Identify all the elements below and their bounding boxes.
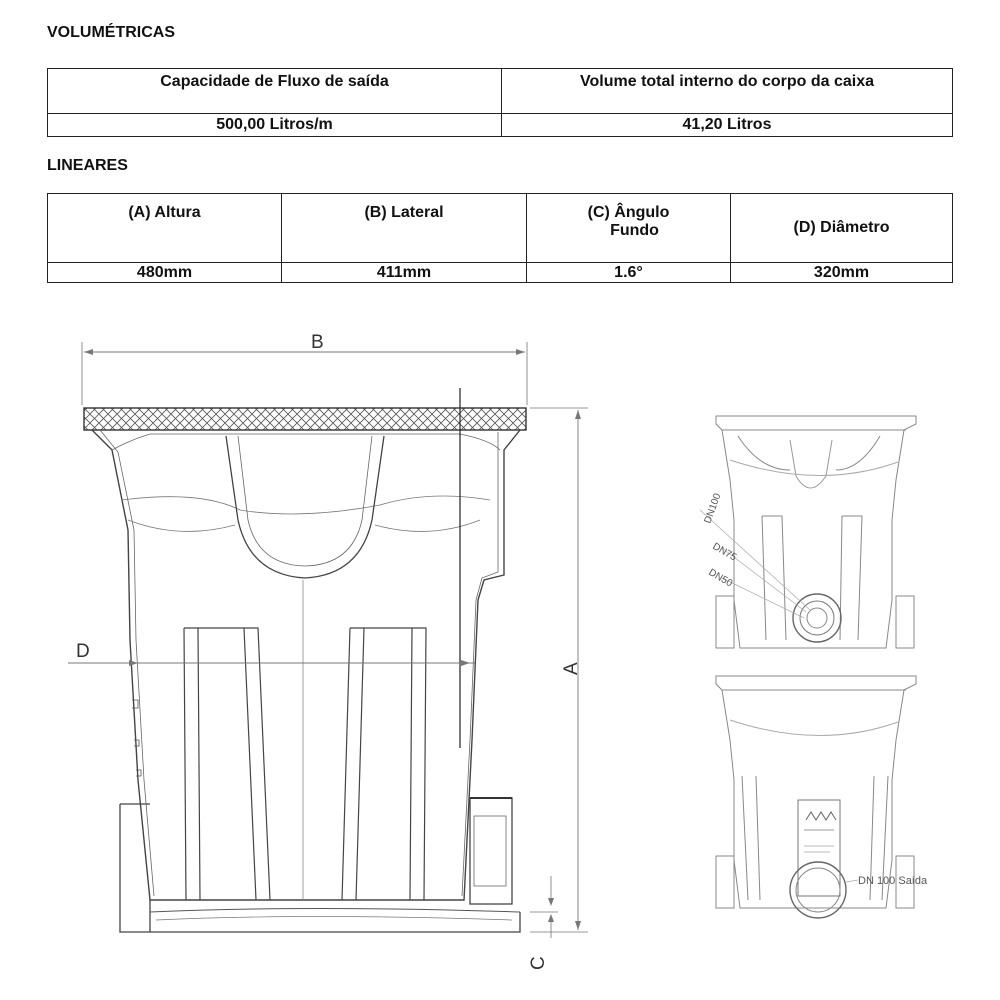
- inlet-label-dn75: DN75: [710, 541, 739, 564]
- linear-header-lateral: (B) Lateral: [282, 194, 527, 263]
- linear-header-angle-line1: (C) Ângulo: [587, 204, 670, 221]
- volumetric-value-flow: 500,00 Litros/m: [48, 114, 502, 137]
- dimension-d: [68, 660, 475, 666]
- dimension-d-label: D: [76, 641, 90, 662]
- side-view-inlets: [700, 416, 916, 648]
- volumetric-header-flow: Capacidade de Fluxo de saída: [48, 69, 502, 114]
- volumetric-title: VOLUMÉTRICAS: [47, 24, 175, 41]
- rib-left: [184, 628, 270, 900]
- inlet-label-dn50: DN50: [706, 567, 735, 590]
- dimension-b-label: B: [311, 332, 324, 353]
- dimension-c-label: C: [528, 956, 549, 970]
- main-section-view: [68, 342, 588, 938]
- linear-value-lateral: 411mm: [282, 263, 527, 283]
- dimension-c: [530, 876, 558, 938]
- volumetric-header-volume: Volume total interno do corpo da caixa: [502, 69, 953, 114]
- volumetric-value-volume: 41,20 Litros: [502, 114, 953, 137]
- dimension-a-label: A: [561, 662, 582, 675]
- rib-right: [342, 628, 426, 900]
- linear-header-diameter: (D) Diâmetro: [731, 194, 953, 263]
- linear-title: LINEARES: [47, 157, 128, 174]
- inlet-label-dn100: DN100: [702, 492, 724, 526]
- linear-value-angle: 1.6°: [527, 263, 731, 283]
- linear-value-height: 480mm: [48, 263, 282, 283]
- u-channel: [226, 436, 384, 578]
- outlet-label: DN 100 Saída: [858, 875, 928, 887]
- linear-value-diameter: 320mm: [731, 263, 953, 283]
- linear-header-height: (A) Altura: [48, 194, 282, 263]
- body-outline: [92, 430, 520, 900]
- linear-header-angle-line2: Fundo: [610, 222, 659, 239]
